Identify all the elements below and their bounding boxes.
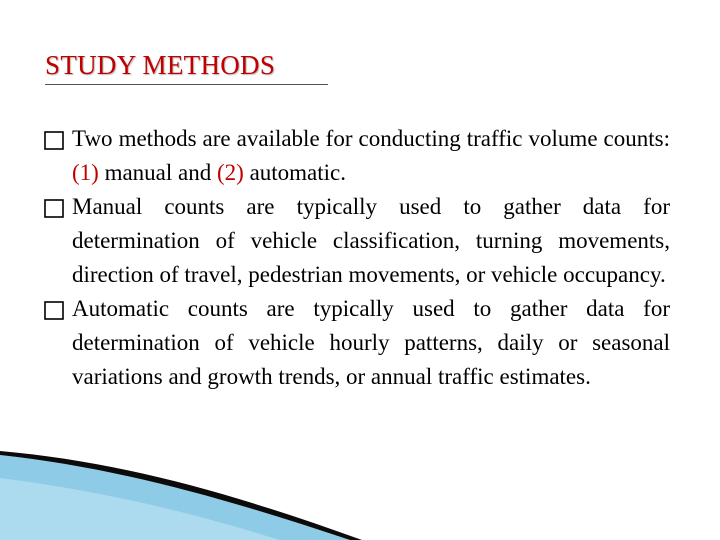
hollow-square-bullet-icon [44,131,64,150]
bullet-item-automatic [44,292,670,394]
slide-title: STUDY METHODS [45,50,276,80]
bullet-text: Two methods are available for conducting traffic volume counts: [72,126,670,151]
bullet-item-manual [44,190,670,292]
bullet-list [44,122,670,394]
bullet-text: Automatic counts are typically used to gather data for determination of vehicle hourly patterns, daily or seasonal variations and growth trends, or annual traffic estimates. [72,296,670,389]
bullet-text: automatic. [243,160,346,185]
title-underline [45,84,328,85]
bullet-text: manual and [98,160,217,185]
bullet-item-methods [44,122,670,190]
hollow-square-bullet-icon [44,199,64,218]
highlight-number: (1) [72,160,99,185]
highlight-number: (2) [216,160,244,185]
bullet-text: Manual counts are typically used to gather data for determination of vehicle classification, turning movements, direction of travel, pedestrian movements, or vehicle occupancy. [72,194,670,287]
hollow-square-bullet-icon [44,301,64,320]
